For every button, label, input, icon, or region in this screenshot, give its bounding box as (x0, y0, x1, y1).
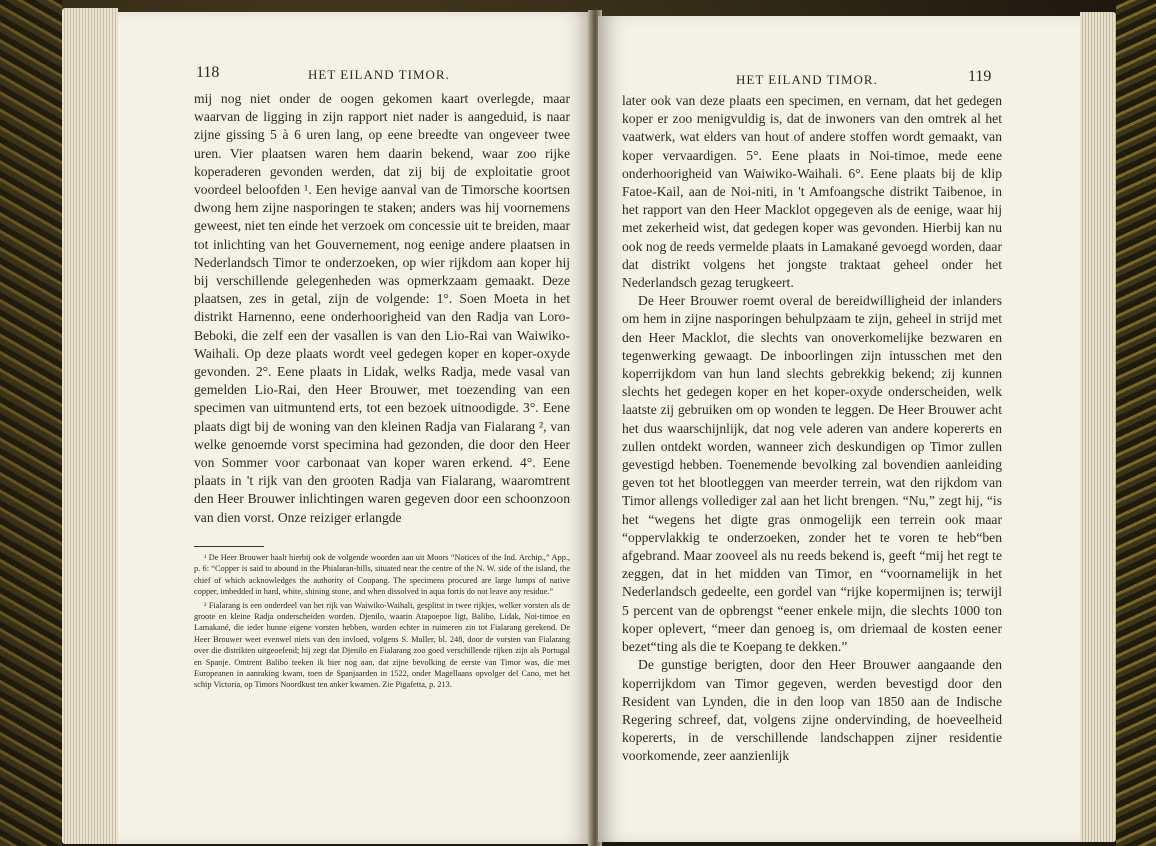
left-page-number: 118 (196, 64, 220, 81)
marbled-cover-right (1116, 0, 1156, 846)
footnote-1: ¹ De Heer Brouwer haalt hierbij ook de volgende woorden aan uit Moors “Notices of the Ind. Archip.,” App., p. 6: “Copper is said to abound in the Phialaran-hills, situated near the centre of the N. W. side of the island, the chief of which acknowledges the authority of Coupang. The specimens procured are large lumps of native copper, imbedded in hard, white, shining stone, and when dissolved in aqua fortis do not leave any residue.” (194, 553, 570, 597)
marbled-cover-left (0, 0, 62, 846)
footnote-2: ² Fialarang is een onderdeel van het rijk van Waiwiko-Waihali, gesplitst in twee rijkjes, welker vorsten als de groote en kleine Radja onderscheiden worden. Djenilo, waarin Atapoepoe ligt, Balibo, Lidak, Noi-timoe en Lamakané, die ieder hunne eigene vorsten hebben, worden echter in ruimeren zin tot Fialarang gerekend. De Heer Brouwer weet evenwel niets van den invloed, volgens S. Muller, bl. 248, door de vorsten van Fialarang over die distrikten uitgeoefend; hij zegt dat Djenilo en Fialarang zoo goed verschillende rijken zijn als Portugal en Spanje. Omtrent Balibo teeken ik hier nog aan, dat zijne bevolking de eerste van Timor was, die met Europeanen in aanraking kwam, toen de Spanjaarden in 1522, onder Magellaans opvolger del Cano, met het schip Victoria, op Timors Noordkust ten anker kwamen. Zie Pigafetta, p. 213. (194, 600, 570, 690)
left-page (118, 12, 592, 844)
right-paragraph-2: De Heer Brouwer roemt overal de bereidwilligheid der inlanders om hem in zijne nasporingen behulpzaam te zijn, geheel in strijd met den Heer Macklot, die slechts van onoverkomelijke bezwaren en tegenwerking gewaagt. De inboorlingen zijn intusschen met den koperrijkdom van hun land slechts gebrekkig bekend; zij kunnen slechts het gedegen koper en het koper-oxyde onderscheiden, welk laatste zij gebruiken om op wonden te leggen. De Heer Brouwer acht het dus waarschijnlijk, dat nog vele aderen van andere kopererts en zullen ontdekt worden, wanneer zich deskundigen op Timor zullen gevestigd hebben. Toenemende bevolking zal bovendien aanleiding geven tot het blootleggen van meerder terrein, wat den rijkdom van Timor allengs vollediger zal aan het licht brengen. “Nu,” zegt hij, “is het “wegens het digte gras onmogelijk een terrein ook maar “oppervlakkig te onderzoeken, zonder het te voren te heb“ben afgebrand. Maar zooveel als nu reeds bekend is, geeft “mij het regt te zeggen, dat in het midden van Timor, en “voornamelijk in het Nederlandsch gedeelte, een gordel van “rijke kopermijnen is; terwijl 5 percent van de opbrengst “eener enkele mijn, die slechts 1000 ton koper oplevert, “meer dan genoeg is, om driemaal de kosten eener bezet“ting als die te Koepang te dekken.” (622, 293, 1002, 655)
right-paragraph-1: later ook van deze plaats een specimen, en vernam, dat het gedegen koper er zoo menigvuldig is, dat de inwoners van den omtrek al het vaatwerk, wat elders van hout of andere stoffen wordt gemaakt, van koper vervaardigen. 5°. Eene plaats in Noi-timoe, mede eene onderhoorigheid van Waiwiko-Waihali. 6°. Eene plaats bij de klip Fatoe-Kail, aan de Noi-niti, in 't Amfoangsche distrikt Taibenoe, in het rapport van den Heer Macklot opgegeven als de eenige, waar hij met zekerheid wist, dat gedegen koper was gevonden. Hierbij kan nu ook nog de reeds vermelde plaats in Lamakané gevoegd worden, daar dat distrikt volgens het jongste traktaat geheel onder het Nederlandsch gezag terugkeert. (622, 93, 1002, 291)
right-body-text (622, 92, 1002, 766)
right-page-number: 119 (968, 68, 992, 85)
right-paragraph-3: De gunstige berigten, door den Heer Brouwer aangaande den koperrijkdom van Timor gegeven, werden bevestigd door den Resident van Lynden, die in den loop van 1850 aan de Indische Regering schreef, dat, volgens zijne ondervinding, de hoeveelheid kopererts, in de verschillende landschappen zijner residentie voorkomende, zeer aanzienlijk (622, 657, 1002, 764)
left-footnotes (194, 552, 570, 693)
right-running-head: HET EILAND TIMOR. (736, 72, 878, 87)
footnote-rule (194, 546, 264, 547)
left-running-head: HET EILAND TIMOR. (308, 67, 450, 82)
left-body-text (194, 90, 570, 527)
right-page (598, 16, 1080, 842)
page-edges-right (1080, 12, 1116, 842)
left-body-paragraph: mij nog niet onder de oogen gekomen kaart overlegde, maar waarvan de ligging in zijn rapport niet nader is aangeduid, is naar zijne gissing 5 à 6 uren lang, op eene breedte van ongeveer twee uren. Vier plaatsen waren hem daarin bekend, waar zoo rijke koperaderen gevonden werden, dat zij bij de exploitatie groot voordeel beloofden ¹. Een hevige aanval van de Timorsche koortsen dwong hem zijne nasporingen te staken; anders was hij voornemens geweest, niet ten einde het verzoek om concessie uit te breiden, maar tot inlichting van het Gouvernement, nog eenige andere plaatsen in Nederlandsch Timor te onderzoeken, op wier rijkdom aan koper hij bij verschillende gelegenheden was opmerkzaam gemaakt. Deze plaatsen, zes in getal, zijn de volgende: 1°. Soen Moeta in het distrikt Harnenno, eene onderhoorigheid van den Radja van Loro-Beboki, die zelf een der vasallen is van den Lio-Rai van Waiwiko-Waihali. Op deze plaats wordt veel gedegen koper en koper-oxyde gevonden. 2°. Eene plaats in Lidak, welks Radja, mede vasal van gemelden Lio-Rai, den Heer Brouwer, met toezending van een specimen van uitmuntend erts, tot een bezoek uitnoodigde. 3°. Eene plaats digt bij de woning van den kleinen Radja van Fialarang ², van welke genoemde vorst specimina had gezonden, die door den Heer von Sommer voor carbonaat van koper waren erkend. 4°. Eene plaats in 't rijk van den grooten Radja van Fialarang, waaromtrent den Heer Brouwer inlichtingen waren gegeven door een schoonzoon van dien vorst. Onze reiziger erlangde (194, 91, 570, 525)
page-edges-left (62, 8, 118, 844)
